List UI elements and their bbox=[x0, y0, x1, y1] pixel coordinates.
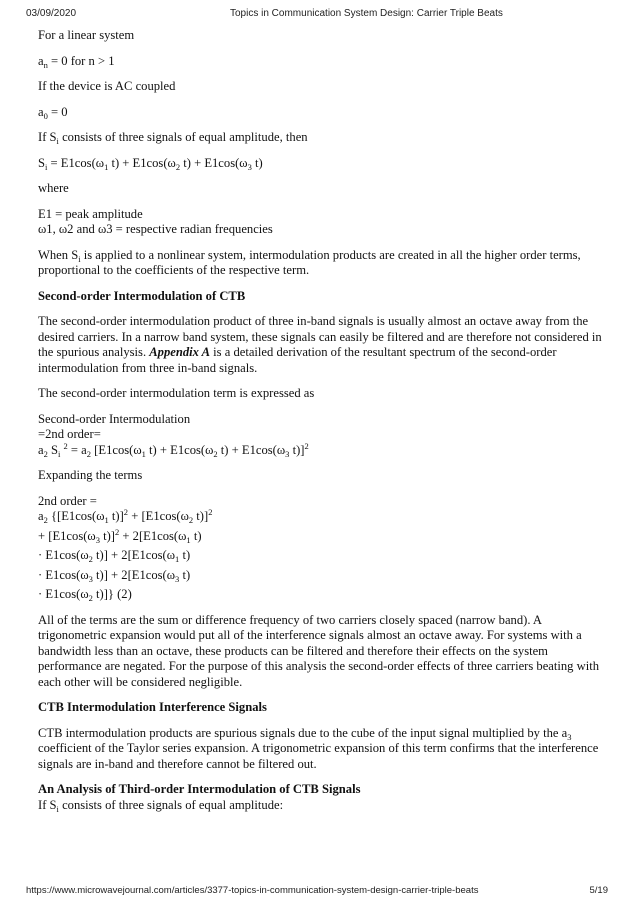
equation: · $E1\cos(\omega_3$ $t)] + 2[E1\cos(\omega_3$ t) bbox=[38, 567, 191, 584]
section-heading: An Analysis of Third-order Intermodulation of CTB Signals bbox=[38, 782, 361, 796]
equation: $a_2$ {[$E1\cos(\omega_1$ $t)]^2 + [E1\cos(\omega_2$ t)]$^2$ bbox=[38, 507, 213, 525]
definition: ω1, ω2 and ω3 = respective radian frequencies bbox=[38, 222, 273, 236]
equation: $S_i = E1\cos(\omega_1$ $t) + E1\cos(\omega_2$ $t) + E1\cos(\omega_3$ t) bbox=[38, 155, 263, 172]
page-footer bbox=[0, 879, 638, 903]
equation-label: =2nd order= bbox=[38, 427, 101, 441]
article-body bbox=[38, 28, 604, 823]
equation: $a_0 = 0$ bbox=[38, 104, 68, 121]
equation-label: 2nd order = bbox=[38, 493, 97, 508]
equation-label: Second-order Intermodulation bbox=[38, 411, 191, 426]
paragraph: The second-order intermodulation product of three in-band signals is usually almost an octave away from the desired carriers. In a narrow band system, these signals can easily be filtered and are therefore not considered in the spurious analysis. Appendix A is a detailed derivation of the resultant spectrum of the second-order intermodulation from three in-band signals. bbox=[38, 314, 602, 375]
equation: · $E1\cos(\omega_2$ $t)] + 2[E1\cos(\omega_1$ t) bbox=[38, 548, 191, 564]
equation: + [$E1\cos(\omega_3$ $t)]^2 + 2[E1\cos(\omega_1$ t) bbox=[38, 526, 202, 545]
section-heading: Second-order Intermodulation of CTB bbox=[38, 288, 246, 303]
paragraph: The second-order intermodulation term is expressed as bbox=[38, 386, 315, 400]
equation: $a_2$ $S_i$ $^2 = a_2$ [$E1\cos(\omega_1$ $t) + E1\cos(\omega_2$ $t) + E1\cos(\omega_3$ t)]$^2$ bbox=[38, 440, 309, 459]
paragraph: If $S_i$ consists of three signals of equal amplitude: bbox=[38, 797, 284, 814]
equation: · $E1\cos(\omega_2$ t)]} (2) bbox=[38, 587, 132, 603]
page-header bbox=[0, 0, 638, 22]
article-url: https://www.microwavejournal.com/articles/3377-topics-in-communication-system-design-carrier-triple-beats bbox=[26, 885, 479, 896]
paragraph: When $S_i$ is applied to a nonlinear system, intermodulation products are created in all the higher order terms, proportional to the coefficients of the respective term. bbox=[38, 247, 581, 277]
paragraph: CTB intermodulation products are spurious signals due to the cube of the input signal multiplied by the $a_3$ coefficient of the Taylor series expansion. A trigonometric expansion of this term confirms that the interference signals are in-band and therefore cannot be filtered out. bbox=[38, 725, 599, 771]
page-number: 5/19 bbox=[589, 885, 608, 896]
section-heading: CTB Intermodulation Interference Signals bbox=[38, 700, 267, 714]
print-date: 03/09/2020 bbox=[26, 8, 77, 19]
paragraph: If $S_i$ consists of three signals of equal amplitude, then bbox=[38, 130, 308, 146]
paragraph: For a linear system bbox=[38, 28, 135, 42]
paragraph: Expanding the terms bbox=[38, 468, 143, 482]
definition: E1 = peak amplitude bbox=[38, 206, 143, 221]
paragraph: All of the terms are the sum or difference frequency of two carriers closely spaced (narrow band). A trigonometric expansion would put all of the interference signals almost an octave away. For systems with a bandwidth less than an octave, these products can be filtered and therefore their effects on the system performance are negated. For the purpose of this analysis the second-order effects of three carriers beating with each other will be considered negligible. bbox=[38, 612, 600, 689]
page-header-title: Topics in Communication System Design: Carrier Triple Beats bbox=[230, 8, 503, 19]
equation: $a_n = 0$ for n > 1 bbox=[38, 53, 115, 70]
paragraph: where bbox=[38, 181, 69, 195]
paragraph: If the device is AC coupled bbox=[38, 79, 176, 93]
